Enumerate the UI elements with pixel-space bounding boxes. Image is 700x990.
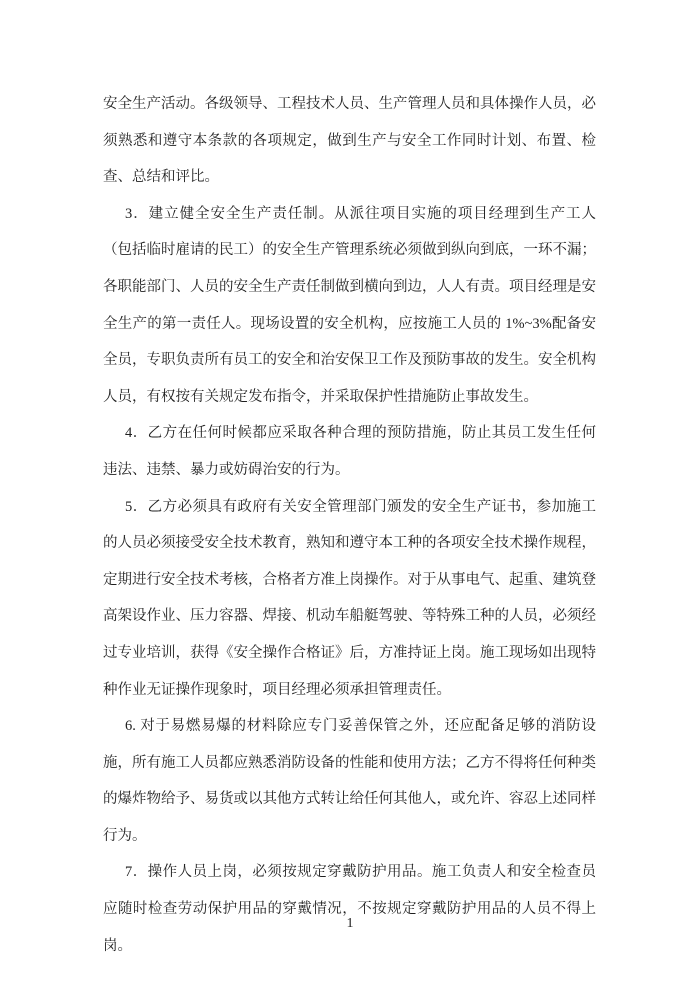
paragraph-clause-6: 6. 对于易燃易爆的材料除应专门妥善保管之外，还应配备足够的消防设施，所有施工人员都应熟悉消防设备的性能和使用方法；乙方不得将任何种类的爆炸物给予、易货或以其他方式转让给任何其他人，或允许、容忍上述同样行为。	[103, 718, 596, 844]
paragraph-clause-5: 5．乙方必须具有政府有关安全管理部门颁发的安全生产证书，参加施工的人员必须接受安全技术教育，熟知和遵守本工种的各项安全技术操作规程，定期进行安全技术考核，合格者方准上岗操作。对于从事电气、起重、建筑登高架设作业、压力容器、焊接、机动车船艇驾驶、等特殊工种的人员，必须经过专业培训，获得《安全操作合格证》后，方准持证上岗。施工现场如出现特种作业无证操作现象时，项目经理必须承担管理责任。	[103, 498, 596, 698]
paragraph-continuation: 安全生产活动。各级领导、工程技术人员、生产管理人员和具体操作人员，必须熟悉和遵守本条款的各项规定，做到生产与安全工作同时计划、布置、检查、总结和评比。	[103, 96, 596, 186]
page-footer	[0, 916, 700, 932]
paragraph-clause-4: 4．乙方在任何时候都应采取各种合理的预防措施，防止其员工发生任何违法、违禁、暴力或妨碍治安的行为。	[103, 425, 596, 478]
document-body	[103, 86, 596, 964]
page-number: 1	[346, 916, 354, 931]
paragraph-clause-3: 3．建立健全安全生产责任制。从派往项目实施的项目经理到生产工人（包括临时雇请的民工）的安全生产管理系统必须做到纵向到底，一环不漏；各职能部门、人员的安全生产责任制做到横向到边，人人有责。项目经理是安全生产的第一责任人。现场设置的安全机构，应按施工人员的 1%~3%配备安全员，专职负责所有员工的安全和治安保卫工作及预防事故的发生。安全机构人员，有权按有关规定发布指令，并采取保护性措施防止事故发生。	[103, 205, 596, 405]
paragraph-clause-7: 7．操作人员上岗，必须按规定穿戴防护用品。施工负责人和安全检查员应随时检查劳动保护用品的穿戴情况，不按规定穿戴防护用品的人员不得上岗。	[103, 864, 596, 954]
